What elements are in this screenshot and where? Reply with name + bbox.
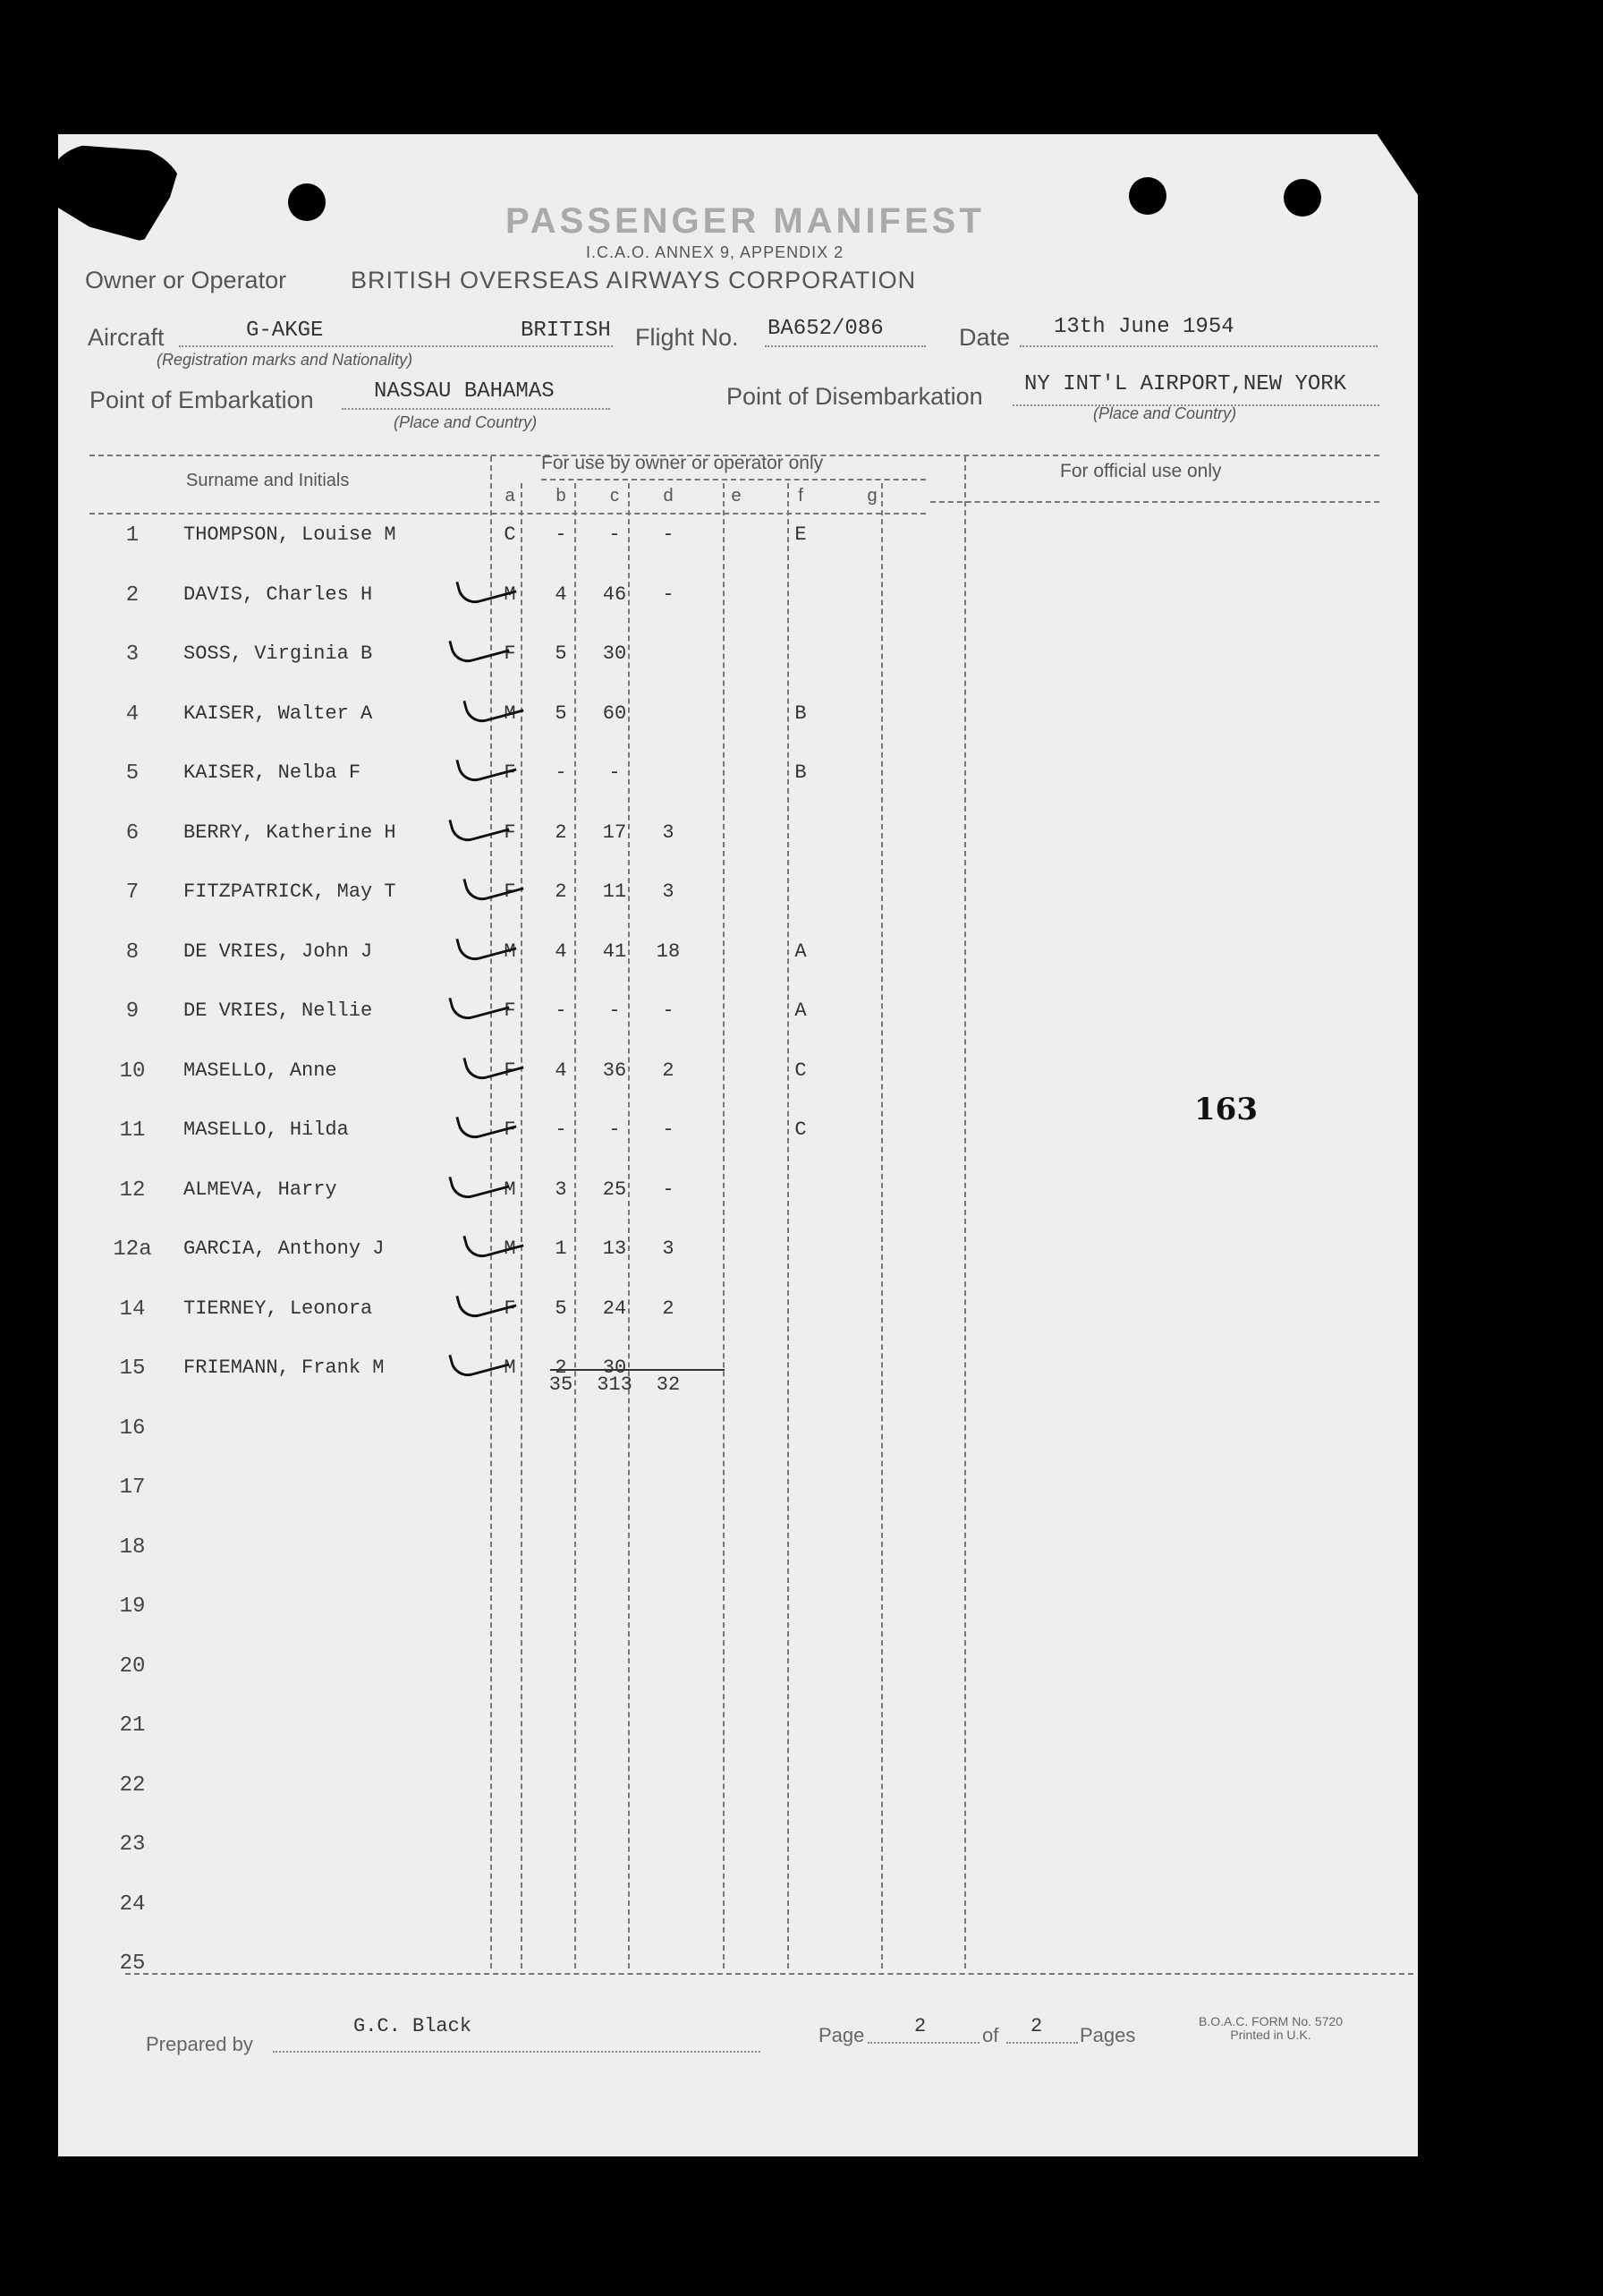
cell-a: F [504, 1059, 516, 1082]
passenger-name: KAISER, Walter A [183, 702, 373, 725]
row-number: 20 [119, 1654, 146, 1679]
cell-d: 32 [656, 1373, 681, 1396]
cell-d: - [662, 999, 674, 1022]
cell-a: M [504, 1237, 516, 1260]
row-number: 16 [119, 1416, 146, 1441]
cell-b: - [555, 1118, 567, 1141]
row-number: 5 [125, 761, 140, 786]
cell-c: 11 [602, 880, 627, 903]
cell-c: 313 [597, 1373, 632, 1396]
owner-value: BRITISH OVERSEAS AIRWAYS CORPORATION [351, 267, 917, 293]
cell-f: C [794, 1059, 807, 1082]
disembarkation-note: (Place and Country) [1093, 404, 1237, 422]
page-total: 2 [1030, 2015, 1043, 2037]
row-number: 9 [125, 999, 140, 1024]
cell-b: 4 [555, 1059, 567, 1082]
cell-b: - [555, 523, 567, 546]
cell-a: F [504, 1118, 516, 1141]
row-number: 12a [113, 1237, 152, 1262]
document-title: PASSENGER MANIFEST [505, 201, 985, 241]
date-value: 13th June 1954 [1054, 315, 1234, 339]
cell-d: - [662, 523, 674, 546]
disembarkation-value: NY INT'L AIRPORT,NEW YORK [1024, 372, 1347, 396]
cell-b: 2 [555, 880, 567, 903]
cell-a: M [504, 583, 516, 606]
cell-d: 3 [662, 1237, 674, 1260]
punch-hole [1284, 179, 1321, 217]
cell-a: F [504, 761, 516, 784]
cell-a: M [504, 940, 516, 963]
form-line-2: Printed in U.K. [1230, 2028, 1311, 2042]
cell-b: 5 [555, 702, 567, 725]
passenger-name: BERRY, Katherine H [183, 821, 396, 844]
cell-b: 35 [548, 1373, 573, 1396]
cell-c: 25 [602, 1178, 627, 1201]
prepared-by-label: Prepared by [146, 2033, 253, 2055]
row-number: 24 [119, 1892, 146, 1917]
punch-hole [1129, 177, 1166, 215]
cell-a: F [504, 1297, 516, 1320]
cell-f: B [794, 761, 807, 784]
row-number: 8 [125, 940, 140, 965]
cell-a: F [504, 642, 516, 665]
column-header-d: d [663, 486, 674, 506]
page-label: Page [818, 2024, 865, 2046]
registration-note: (Registration marks and Nationality) [157, 351, 413, 369]
cell-d: 18 [656, 940, 681, 963]
passenger-name: DE VRIES, John J [183, 940, 373, 963]
cell-a: M [504, 702, 516, 725]
embarkation-label: Point of Embarkation [89, 387, 314, 413]
of-label: of [982, 2024, 999, 2046]
column-header-e: e [731, 486, 742, 506]
cell-c: 36 [602, 1059, 627, 1082]
row-number: 25 [119, 1952, 146, 1976]
passenger-name: ALMEVA, Harry [183, 1178, 337, 1201]
cell-c: - [608, 761, 621, 784]
row-number: 1 [125, 523, 140, 548]
aircraft-label: Aircraft [88, 324, 165, 351]
column-header-f: f [798, 486, 803, 506]
cell-b: 1 [555, 1237, 567, 1260]
punch-hole [288, 183, 326, 221]
cell-d: 2 [662, 1297, 674, 1320]
passenger-name: MASELLO, Hilda [183, 1118, 349, 1141]
operator-header: For use by owner or operator only [541, 453, 824, 473]
row-number: 17 [119, 1475, 146, 1500]
row-number: 10 [119, 1059, 146, 1084]
page-number: 2 [914, 2015, 927, 2037]
passenger-name: DAVIS, Charles H [183, 583, 373, 606]
disembarkation-label: Point of Disembarkation [726, 383, 983, 410]
cell-c: - [608, 999, 621, 1022]
cell-a: F [504, 821, 516, 844]
cell-f: E [794, 523, 807, 546]
cell-d: - [662, 1118, 674, 1141]
passenger-name: FITZPATRICK, May T [183, 880, 396, 903]
cell-d: - [662, 1178, 674, 1201]
date-label: Date [959, 324, 1011, 351]
cell-a: F [504, 880, 516, 903]
column-header-c: c [610, 486, 619, 506]
column-header-a: a [505, 486, 515, 506]
row-number: 14 [119, 1297, 146, 1322]
row-number: 21 [119, 1713, 146, 1738]
form-line-1: B.O.A.C. FORM No. 5720 [1199, 2014, 1344, 2028]
manifest-page [58, 134, 1418, 2156]
cell-b: 4 [555, 940, 567, 963]
annex-reference: I.C.A.O. ANNEX 9, APPENDIX 2 [586, 243, 844, 261]
passenger-name: SOSS, Virginia B [183, 642, 373, 665]
cell-c: 60 [602, 702, 627, 725]
passenger-name: DE VRIES, Nellie [183, 999, 373, 1022]
cell-f: A [794, 940, 807, 963]
passenger-name: KAISER, Nelba F [183, 761, 361, 784]
cell-c: - [608, 523, 621, 546]
row-number: 22 [119, 1773, 146, 1798]
aircraft-registration: G-AKGE [246, 319, 324, 343]
row-number: 6 [125, 821, 140, 846]
surname-header: Surname and Initials [186, 471, 350, 490]
cell-f: C [794, 1118, 807, 1141]
prepared-by-value: G.C. Black [353, 2015, 472, 2037]
cell-a: F [504, 999, 516, 1022]
cell-c: 17 [602, 821, 627, 844]
official-header: For official use only [1060, 461, 1222, 481]
row-number: 7 [125, 880, 140, 905]
embarkation-note: (Place and Country) [394, 413, 538, 431]
row-number: 18 [119, 1535, 146, 1560]
cell-d: - [662, 583, 674, 606]
cell-a: M [504, 1178, 516, 1201]
column-header-g: g [867, 486, 878, 506]
cell-b: - [555, 761, 567, 784]
cell-b: 2 [555, 1356, 567, 1379]
cell-d: 3 [662, 880, 674, 903]
passenger-name: GARCIA, Anthony J [183, 1237, 385, 1260]
cell-a: C [504, 523, 516, 546]
cell-b: 3 [555, 1178, 567, 1201]
passenger-name: FRIEMANN, Frank M [183, 1356, 385, 1379]
aircraft-nationality: BRITISH [521, 319, 611, 343]
passenger-name: THOMPSON, Louise M [183, 523, 396, 546]
cell-c: 13 [602, 1237, 627, 1260]
cell-c: 24 [602, 1297, 627, 1320]
cell-c: 30 [602, 1356, 627, 1379]
passenger-name: MASELLO, Anne [183, 1059, 337, 1082]
cell-c: - [608, 1118, 621, 1141]
cell-b: 2 [555, 821, 567, 844]
cell-b: 5 [555, 642, 567, 665]
cell-c: 30 [602, 642, 627, 665]
owner-label: Owner or Operator [85, 267, 287, 293]
cell-c: 41 [602, 940, 627, 963]
cell-b: - [555, 999, 567, 1022]
cell-a: M [504, 1356, 516, 1379]
row-number: 12 [119, 1178, 146, 1203]
cell-d: 3 [662, 821, 674, 844]
stamp-number: 163 [1194, 1092, 1258, 1127]
embarkation-value: NASSAU BAHAMAS [374, 379, 555, 404]
cell-c: 46 [602, 583, 627, 606]
row-number: 19 [119, 1594, 146, 1619]
row-number: 23 [119, 1833, 146, 1857]
cell-b: 4 [555, 583, 567, 606]
cell-d: 2 [662, 1059, 674, 1082]
cell-f: B [794, 702, 807, 725]
row-number: 3 [125, 642, 140, 667]
flight-label: Flight No. [635, 324, 739, 351]
row-number: 4 [125, 702, 140, 727]
row-number: 11 [119, 1118, 146, 1143]
pages-label: Pages [1080, 2024, 1136, 2046]
cell-f: A [794, 999, 807, 1022]
cell-b: 5 [555, 1297, 567, 1320]
passenger-name: TIERNEY, Leonora [183, 1297, 373, 1320]
row-number: 15 [119, 1356, 146, 1381]
row-number: 2 [125, 583, 140, 608]
form-number [1199, 2015, 1343, 2042]
flight-number: BA652/086 [768, 317, 884, 341]
column-header-b: b [556, 486, 566, 506]
